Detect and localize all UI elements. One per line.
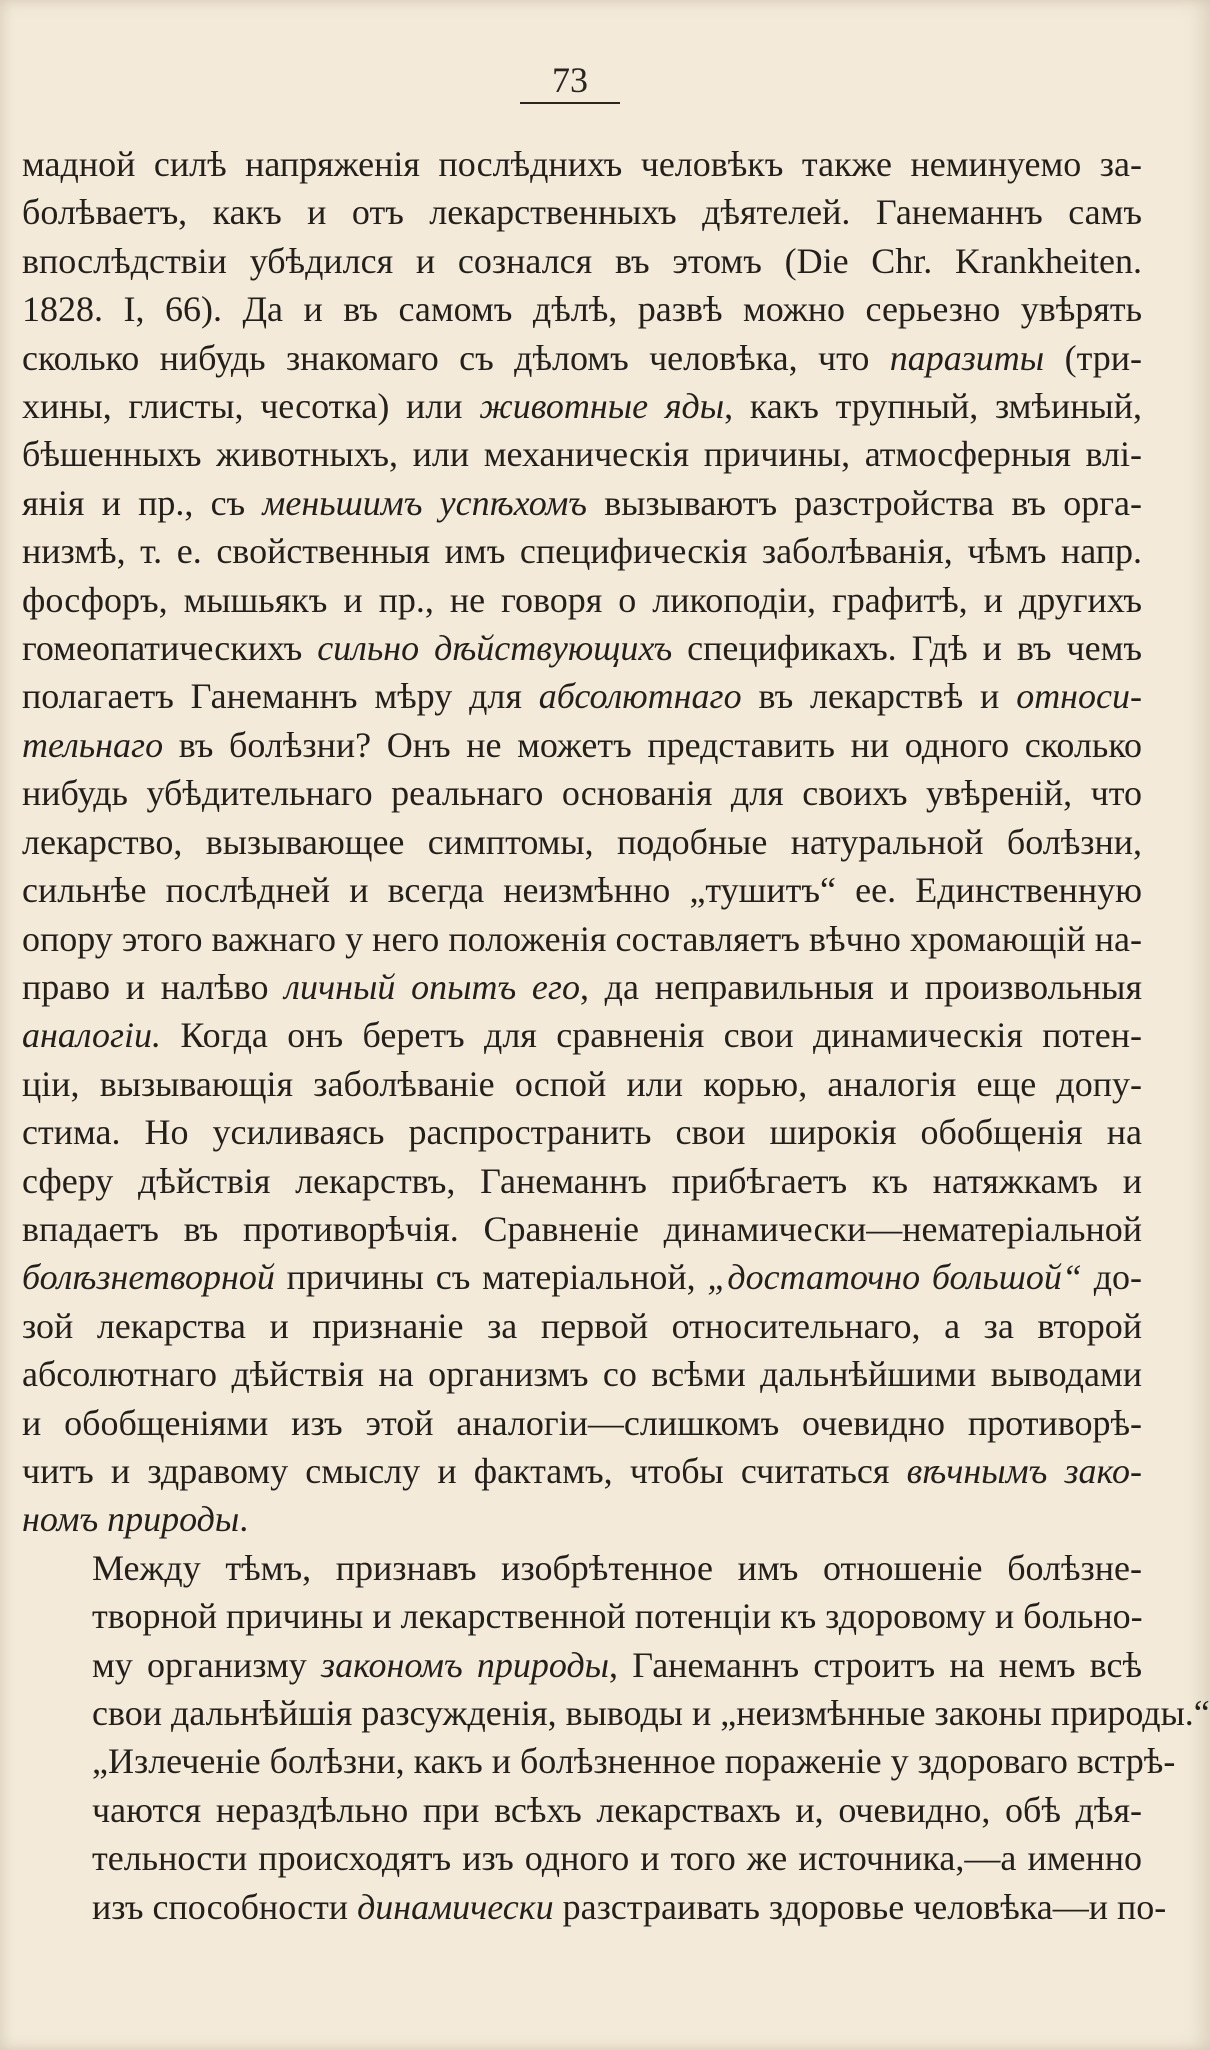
- italic-text: животные яды: [479, 386, 725, 427]
- text-segment: изъ способности: [92, 1886, 358, 1927]
- text-segment: хины, глисты, чесотка) или: [22, 386, 480, 427]
- text-line: [22, 237, 1142, 285]
- text-segment: абсолютнаго дѣйствія на организмъ со всѣми дальнѣйшими выводами: [22, 1354, 1142, 1395]
- text-segment: и обобщеніями изъ этой аналогіи—слишкомъ очевидно противорѣ-: [22, 1402, 1142, 1443]
- text-line: [22, 479, 1142, 527]
- page-number: 73: [520, 58, 620, 104]
- italic-text: аналогіи.: [22, 1015, 162, 1056]
- text-line: [22, 1641, 1142, 1689]
- text-line: [22, 1447, 1142, 1495]
- text-segment: зой лекарства и признаніе за первой относительнаго, а за второй: [22, 1305, 1142, 1346]
- text-segment: низмѣ, т. е. свойственныя имъ специфическія заболѣванія, чѣмъ напр.: [22, 531, 1142, 572]
- text-segment: спецификахъ. Гдѣ и въ чемъ: [672, 628, 1142, 669]
- text-segment: болѣваетъ, какъ и отъ лекарственныхъ дѣятелей. Ганеманнъ самъ: [22, 192, 1142, 233]
- text-line: [22, 1786, 1142, 1834]
- text-segment: разстраивать здоровье человѣка—и по-: [553, 1886, 1167, 1927]
- italic-text: личный опытъ его: [284, 966, 580, 1007]
- text-segment: .: [239, 1499, 249, 1540]
- text-line: [22, 769, 1142, 817]
- text-line: [22, 721, 1142, 769]
- text-line: [22, 188, 1142, 236]
- text-segment: свои дальнѣйшія разсужденія, выводы и „неизмѣнные законы природы.“: [92, 1693, 1210, 1733]
- text-segment: въ лекарствѣ и: [741, 676, 1017, 717]
- text-line: [22, 1108, 1142, 1156]
- text-line: [22, 285, 1142, 333]
- text-line: [22, 334, 1142, 382]
- italic-text: „достаточно большой“: [707, 1257, 1082, 1298]
- paragraph: [22, 1544, 1210, 1931]
- text-segment: вызываютъ разстройства въ орга-: [586, 482, 1142, 523]
- text-line: [22, 1157, 1142, 1205]
- text-line: [22, 915, 1142, 963]
- text-line: [22, 1253, 1142, 1301]
- text-line: [22, 1737, 1176, 1785]
- text-line: [22, 1883, 1167, 1931]
- text-segment: впадаетъ въ противорѣчія. Сравненіе динамически—нематеріальной: [22, 1208, 1142, 1249]
- text-line: [22, 382, 1142, 430]
- italic-text: болѣзнетворной: [22, 1257, 275, 1298]
- text-segment: причины съ матеріальной,: [274, 1257, 708, 1298]
- text-segment: Когда онъ беретъ для сравненія свои динамическія потен-: [161, 1015, 1142, 1056]
- italic-text: меньшимъ успѣхомъ: [262, 482, 587, 523]
- text-segment: творной причины и лекарственной потенціи къ здоровому и больно-: [92, 1596, 1143, 1637]
- text-segment: впослѣдствіи убѣдился и сознался въ этомъ (Die Chr. Krankheiten.: [22, 240, 1142, 281]
- italic-text: динамически: [357, 1886, 554, 1927]
- text-line: [22, 1011, 1142, 1059]
- italic-text: относи-: [1016, 676, 1143, 717]
- text-segment: ціи, вызывающія заболѣваніе оспой или корью, аналогія еще допу-: [22, 1063, 1142, 1104]
- text-segment: , да неправильныя и произвольныя: [579, 966, 1143, 1007]
- text-line: [22, 1399, 1142, 1447]
- text-line: [22, 963, 1142, 1011]
- text-segment: фосфоръ, мышьякъ и пр., не говоря о ликоподіи, графитѣ, и другихъ: [22, 579, 1142, 620]
- text-line: [22, 1834, 1142, 1882]
- text-line: [22, 430, 1142, 478]
- text-line: [22, 1495, 1142, 1543]
- text-line: [22, 1689, 1210, 1737]
- text-segment: , Ганеманнъ строитъ на немъ всѣ: [609, 1644, 1142, 1685]
- text-segment: нибудь убѣдительнаго реальнаго основанія для своихъ увѣреній, что: [22, 773, 1142, 814]
- text-line: [22, 1302, 1142, 1350]
- body-text: [22, 140, 1210, 1931]
- text-segment: право и налѣво: [22, 966, 285, 1007]
- text-segment: до-: [1081, 1257, 1142, 1298]
- text-segment: чаются нераздѣльно при всѣхъ лекарствахъ и, очевидно, обѣ дѣя-: [92, 1789, 1142, 1830]
- italic-text: паразиты: [889, 337, 1045, 378]
- text-segment: читъ и здравому смыслу и фактамъ, чтобы считаться: [22, 1450, 907, 1491]
- text-line: [22, 1205, 1142, 1253]
- text-line: [22, 1350, 1142, 1398]
- text-segment: бѣшенныхъ животныхъ, или механическія причины, атмосферныя влі-: [22, 434, 1142, 475]
- text-line: [22, 527, 1142, 575]
- text-segment: тельности происходятъ изъ одного и того же источника,—а именно: [92, 1838, 1142, 1879]
- text-line: [22, 140, 1142, 188]
- text-line: [22, 624, 1142, 672]
- text-segment: опору этого важнаго у него положенія составляетъ вѣчно хромающій на-: [22, 918, 1142, 959]
- paragraph: [22, 140, 1142, 1544]
- text-segment: 1828. I, 66). Да и въ самомъ дѣлѣ, развѣ можно серьезно увѣрять: [22, 289, 1142, 330]
- text-segment: мадной силѣ напряженія послѣднихъ человѣкъ также неминуемо за-: [22, 144, 1142, 184]
- italic-text: сильно дѣйствующихъ: [317, 628, 673, 669]
- text-segment: , какъ трупный, змѣиный,: [724, 386, 1142, 427]
- text-segment: полагаетъ Ганеманнъ мѣру для: [22, 676, 539, 717]
- italic-text: абсолютнаго: [538, 676, 742, 717]
- text-line: [22, 672, 1142, 720]
- text-segment: сферу дѣйствія лекарствъ, Ганеманнъ прибѣгаетъ къ натяжкамъ и: [22, 1160, 1142, 1201]
- text-line: [22, 866, 1142, 914]
- italic-text: тельнаго: [22, 724, 164, 765]
- text-line: [22, 1060, 1142, 1108]
- text-line: [22, 1592, 1142, 1640]
- text-segment: сильнѣе послѣдней и всегда неизмѣнно „тушитъ“ ее. Единственную: [22, 870, 1142, 911]
- text-segment: сколько нибудь знакомаго съ дѣломъ человѣка, что: [22, 337, 890, 378]
- text-segment: янія и пр., съ: [22, 482, 263, 523]
- text-line: [22, 576, 1142, 624]
- italic-text: номъ природы: [22, 1499, 240, 1540]
- text-segment: гомеопатическихъ: [22, 628, 318, 669]
- italic-text: вѣчнымъ зако-: [906, 1450, 1143, 1491]
- text-segment: Между тѣмъ, признавъ изобрѣтенное имъ отношеніе болѣзне-: [92, 1547, 1142, 1588]
- text-segment: стима. Но усиливаясь распространить свои широкія обобщенія на: [22, 1112, 1142, 1153]
- text-segment: „Излеченіе болѣзни, какъ и болѣзненное пораженіе у здороваго встрѣ-: [92, 1741, 1176, 1782]
- text-line: [22, 1544, 1142, 1592]
- text-segment: му организму: [92, 1644, 322, 1685]
- text-segment: въ болѣзни? Онъ не можетъ представить ни одного сколько: [163, 724, 1142, 765]
- text-line: [22, 818, 1142, 866]
- text-segment: лекарство, вызывающее симптомы, подобные натуральной болѣзни,: [22, 821, 1142, 862]
- italic-text: закономъ природы: [321, 1644, 610, 1685]
- text-segment: (три-: [1044, 337, 1142, 378]
